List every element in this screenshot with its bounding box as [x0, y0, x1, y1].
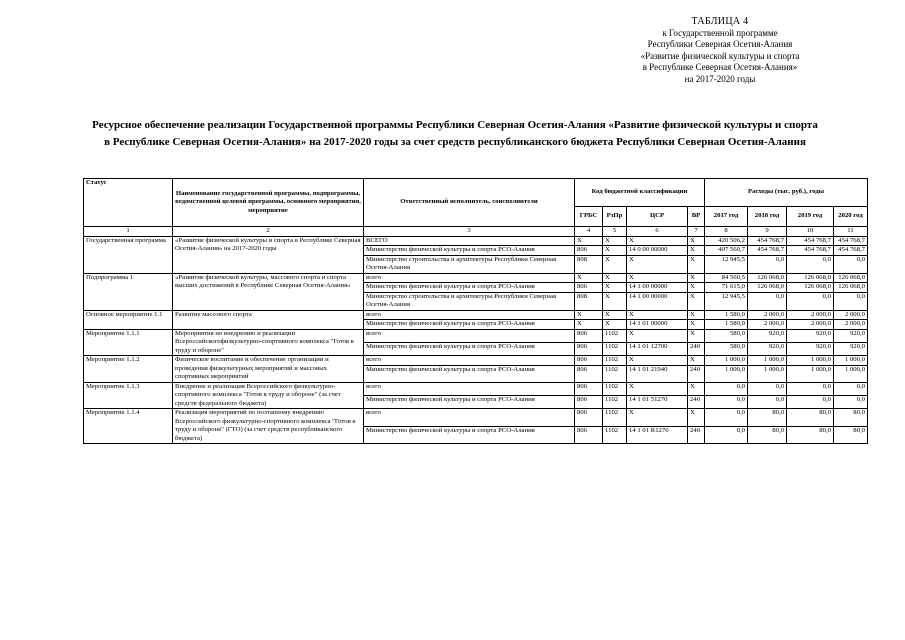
- row-y2018: 1 000,0: [748, 356, 787, 366]
- row-csr: 14 1 01 51270: [627, 395, 688, 408]
- row-status: Мероприятие 1.1.3: [84, 382, 173, 409]
- row-status: Мероприятие 1.1.2: [84, 356, 173, 383]
- row-y2019: 920,0: [787, 342, 834, 355]
- row-y2017: 1 000,0: [705, 356, 748, 366]
- row-y2017: 1 580,0: [705, 320, 748, 330]
- row-csr: X: [627, 273, 688, 283]
- row-rzpr: X: [603, 283, 627, 293]
- row-status: Подпрограмма 1: [84, 273, 173, 310]
- title-line: в Республике Северная Осетия-Алания» на 2017-2020 годы за счет средств республиканского бюджета Республики Северная Осетия-Алания: [104, 136, 806, 148]
- row-executor: Министерство физической культуры и спорта РСО-Алания: [364, 283, 575, 293]
- row-y2018: 80,0: [748, 426, 787, 444]
- row-y2018: 0,0: [748, 382, 787, 395]
- column-index: 8: [705, 227, 748, 237]
- row-csr: 14 1 01 00000: [627, 320, 688, 330]
- header-2017: 2017 год: [705, 207, 748, 227]
- row-rzpr: 1102: [603, 342, 627, 355]
- row-rzpr: X: [603, 292, 627, 310]
- header-2019: 2019 год: [787, 207, 834, 227]
- row-y2019: 920,0: [787, 329, 834, 342]
- header-grbs: ГРБС: [575, 207, 603, 227]
- row-csr: X: [627, 310, 688, 320]
- row-y2017: 12 945,5: [705, 255, 748, 273]
- row-y2019: 2 000,0: [787, 310, 834, 320]
- row-y2020: 2 000,0: [834, 320, 868, 330]
- row-y2019: 126 068,0: [787, 273, 834, 283]
- column-index-row: [84, 227, 868, 237]
- row-csr: 14 1 01 12700: [627, 342, 688, 355]
- row-y2020: 920,0: [834, 329, 868, 342]
- header-line: Республики Северная Осетия-Алания: [647, 39, 793, 49]
- row-grbs: 806: [575, 382, 603, 395]
- row-csr: 14 1 01 R1270: [627, 426, 688, 444]
- row-name: Физическое воспитание и обеспечение организации и проведения физкультурных мероприятий и массовых спортивных мероприятий: [173, 356, 364, 383]
- row-executor: всего: [364, 356, 575, 366]
- row-rzpr: 1102: [603, 329, 627, 342]
- table-row: [84, 329, 868, 342]
- row-rzpr: 1102: [603, 365, 627, 382]
- row-status: Государственная программа: [84, 236, 173, 273]
- column-index: 6: [627, 227, 688, 237]
- row-vr: X: [688, 320, 705, 330]
- row-y2017: 407 560,7: [705, 246, 748, 256]
- row-grbs: 806: [575, 342, 603, 355]
- row-executor: всего: [364, 310, 575, 320]
- row-vr: 240: [688, 365, 705, 382]
- row-y2018: 126 068,0: [748, 283, 787, 293]
- row-grbs: 806: [575, 246, 603, 256]
- row-y2020: 0,0: [834, 292, 868, 310]
- row-rzpr: X: [603, 236, 627, 246]
- row-y2020: 454 768,7: [834, 246, 868, 256]
- header-executor: Ответственный исполнитель, соисполнители: [364, 179, 575, 227]
- row-name: «Развитие физической культуры и спорта в Республике Северная Осетия-Алания» на 2017-2020 годы: [173, 236, 364, 273]
- row-rzpr: X: [603, 273, 627, 283]
- header-line: «Развитие физической культуры и спорта: [640, 50, 800, 61]
- row-y2018: 0,0: [748, 255, 787, 273]
- row-y2017: 71 615,0: [705, 283, 748, 293]
- header-2020: 2020 год: [834, 207, 868, 227]
- row-y2018: 0,0: [748, 395, 787, 408]
- row-vr: X: [688, 310, 705, 320]
- row-status: Основное мероприятие 1.1: [84, 310, 173, 329]
- row-csr: X: [627, 409, 688, 427]
- row-executor: Министерство физической культуры и спорта РСО-Алания: [364, 426, 575, 444]
- resource-table: [83, 178, 868, 444]
- row-y2019: 454 768,7: [787, 246, 834, 256]
- row-y2020: 126 068,0: [834, 283, 868, 293]
- row-name: Мероприятия по внедрению и реализации Всероссийскогофизкультурно-спортивного комплекса "Готов к труду и обороне": [173, 329, 364, 356]
- column-index: 9: [748, 227, 787, 237]
- row-y2017: 580,0: [705, 329, 748, 342]
- row-csr: X: [627, 382, 688, 395]
- row-y2020: 80,0: [834, 409, 868, 427]
- row-y2019: 0,0: [787, 382, 834, 395]
- table-row: [84, 310, 868, 320]
- row-y2018: 454 768,7: [748, 246, 787, 256]
- row-y2018: 2 000,0: [748, 310, 787, 320]
- row-y2019: 2 000,0: [787, 320, 834, 330]
- row-y2019: 80,0: [787, 426, 834, 444]
- row-executor: всего: [364, 382, 575, 395]
- row-vr: X: [688, 273, 705, 283]
- row-y2018: 454 768,7: [748, 236, 787, 246]
- row-vr: X: [688, 246, 705, 256]
- row-executor: Министерство физической культуры и спорта РСО-Алания: [364, 342, 575, 355]
- row-vr: X: [688, 409, 705, 427]
- row-y2018: 126 068,0: [748, 273, 787, 283]
- row-y2018: 1 000,0: [748, 365, 787, 382]
- header-line: к Государственной программе: [662, 27, 778, 38]
- row-y2017: 84 560,5: [705, 273, 748, 283]
- row-vr: X: [688, 382, 705, 395]
- row-csr: X: [627, 255, 688, 273]
- row-rzpr: 1102: [603, 356, 627, 366]
- row-status: Мероприятие 1.1.1: [84, 329, 173, 356]
- row-vr: X: [688, 255, 705, 273]
- row-y2017: 0,0: [705, 382, 748, 395]
- row-y2019: 0,0: [787, 395, 834, 408]
- row-y2019: 0,0: [787, 255, 834, 273]
- row-executor: всего: [364, 409, 575, 427]
- header-expenses: Расходы (тыс. руб.), годы: [705, 179, 868, 207]
- row-rzpr: 1102: [603, 426, 627, 444]
- row-executor: Министерство физической культуры и спорта РСО-Алания: [364, 395, 575, 408]
- row-vr: X: [688, 356, 705, 366]
- row-y2018: 2 000,0: [748, 320, 787, 330]
- row-grbs: X: [575, 320, 603, 330]
- row-y2019: 454 768,7: [787, 236, 834, 246]
- row-vr: X: [688, 329, 705, 342]
- row-y2018: 920,0: [748, 342, 787, 355]
- table-row: [84, 382, 868, 395]
- row-y2017: 0,0: [705, 409, 748, 427]
- row-vr: X: [688, 283, 705, 293]
- row-y2020: 920,0: [834, 342, 868, 355]
- header-budget-code: Код бюджетной классификации: [575, 179, 705, 207]
- row-y2020: 80,0: [834, 426, 868, 444]
- row-name: Внедрение и реализация Всероссийского физкультурно-спортивного комплекса "Готов к труду и обороне" (за счет средств федерального бюджета): [173, 382, 364, 409]
- row-executor: Министерство строительства и архитектуры Республики Северная Осетия-Алания: [364, 255, 575, 273]
- row-executor: ВСЕГО: [364, 236, 575, 246]
- row-y2017: 580,0: [705, 342, 748, 355]
- row-vr: X: [688, 236, 705, 246]
- row-y2017: 1 000,0: [705, 365, 748, 382]
- row-y2020: 1 000,0: [834, 365, 868, 382]
- row-rzpr: X: [603, 320, 627, 330]
- row-y2020: 2 000,0: [834, 310, 868, 320]
- row-y2017: 0,0: [705, 395, 748, 408]
- row-rzpr: X: [603, 255, 627, 273]
- column-index: 10: [787, 227, 834, 237]
- column-index: 5: [603, 227, 627, 237]
- row-y2020: 0,0: [834, 382, 868, 395]
- row-name: Реализация мероприятий по поэтапному внедрению Всероссийского физкультурно-спортивного комплекса "Готов к труду и обороне" (ГТО) (за счет средств республиканского бюджета): [173, 409, 364, 444]
- row-status: Мероприятие 1.1.4: [84, 409, 173, 444]
- row-grbs: 806: [575, 365, 603, 382]
- row-y2019: 126 068,0: [787, 283, 834, 293]
- row-vr: X: [688, 292, 705, 310]
- row-executor: всего: [364, 329, 575, 342]
- row-y2019: 80,0: [787, 409, 834, 427]
- row-y2020: 454 768,7: [834, 236, 868, 246]
- row-grbs: 806: [575, 409, 603, 427]
- title-line: Ресурсное обеспечение реализации Государственной программы Республики Северная Осетия-Алания «Развитие физической культуры и спорта: [92, 119, 818, 131]
- row-name: «Развитие физической культуры, массового спорта и спорта высших достижений в Республике Северная Осетия-Алания»: [173, 273, 364, 310]
- row-y2020: 0,0: [834, 395, 868, 408]
- row-csr: 14 1 00 00000: [627, 292, 688, 310]
- row-executor: всего: [364, 273, 575, 283]
- header-rzpr: РзПр: [603, 207, 627, 227]
- header-2018: 2018 год: [748, 207, 787, 227]
- row-vr: 240: [688, 342, 705, 355]
- row-vr: 240: [688, 426, 705, 444]
- row-grbs: 806: [575, 395, 603, 408]
- row-executor: Министерство физической культуры и спорта РСО-Алания: [364, 365, 575, 382]
- column-index: 7: [688, 227, 705, 237]
- row-name: Развитие массового спорта: [173, 310, 364, 329]
- row-y2019: 1 000,0: [787, 356, 834, 366]
- row-rzpr: 1102: [603, 409, 627, 427]
- row-vr: 240: [688, 395, 705, 408]
- row-csr: 14 1 01 21940: [627, 365, 688, 382]
- document-header: [560, 16, 880, 85]
- row-grbs: 806: [575, 329, 603, 342]
- document-title: [60, 117, 850, 151]
- row-csr: X: [627, 236, 688, 246]
- row-grbs: X: [575, 236, 603, 246]
- row-grbs: X: [575, 273, 603, 283]
- row-grbs: 808: [575, 255, 603, 273]
- row-y2017: 1 580,0: [705, 310, 748, 320]
- row-csr: 14 0 00 00000: [627, 246, 688, 256]
- header-line: в Республике Северная Осетия-Алания»: [642, 62, 798, 72]
- table-row: [84, 409, 868, 427]
- header-line: на 2017-2020 годы: [684, 73, 756, 84]
- table-row: [84, 273, 868, 283]
- row-y2017: 0,0: [705, 426, 748, 444]
- row-y2020: 0,0: [834, 255, 868, 273]
- row-y2019: 0,0: [787, 292, 834, 310]
- row-y2020: 1 000,0: [834, 356, 868, 366]
- row-y2017: 12 945,5: [705, 292, 748, 310]
- header-name: Наименование государственной программы, подпрограммы, ведомственной целевой программы, основного мероприятия, мероприятие: [173, 179, 364, 227]
- row-rzpr: X: [603, 246, 627, 256]
- row-csr: X: [627, 356, 688, 366]
- row-y2018: 0,0: [748, 292, 787, 310]
- table-number: ТАБЛИЦА 4: [691, 16, 749, 27]
- row-csr: 14 1 00 00000: [627, 283, 688, 293]
- header-status: Статус: [84, 179, 173, 227]
- row-y2018: 920,0: [748, 329, 787, 342]
- row-y2018: 80,0: [748, 409, 787, 427]
- row-executor: Министерство физической культуры и спорта РСО-Алания: [364, 246, 575, 256]
- row-executor: Министерство строительства и архитектуры Республики Северная Осетия-Алания: [364, 292, 575, 310]
- header-csr: ЦСР: [627, 207, 688, 227]
- row-executor: Министерство физической культуры и спорта РСО-Алания: [364, 320, 575, 330]
- row-csr: X: [627, 329, 688, 342]
- row-rzpr: X: [603, 310, 627, 320]
- row-y2017: 420 506,2: [705, 236, 748, 246]
- row-grbs: 806: [575, 283, 603, 293]
- header-vr: ВР: [688, 207, 705, 227]
- table-row: [84, 236, 868, 246]
- column-index: 4: [575, 227, 603, 237]
- column-index: 3: [364, 227, 575, 237]
- row-grbs: X: [575, 310, 603, 320]
- column-index: 1: [84, 227, 173, 237]
- row-grbs: 808: [575, 292, 603, 310]
- row-y2020: 126 068,0: [834, 273, 868, 283]
- row-rzpr: 1102: [603, 395, 627, 408]
- column-index: 11: [834, 227, 868, 237]
- column-index: 2: [173, 227, 364, 237]
- row-grbs: 806: [575, 426, 603, 444]
- row-grbs: 806: [575, 356, 603, 366]
- table-body: [84, 236, 868, 444]
- row-rzpr: 1102: [603, 382, 627, 395]
- row-y2019: 1 000,0: [787, 365, 834, 382]
